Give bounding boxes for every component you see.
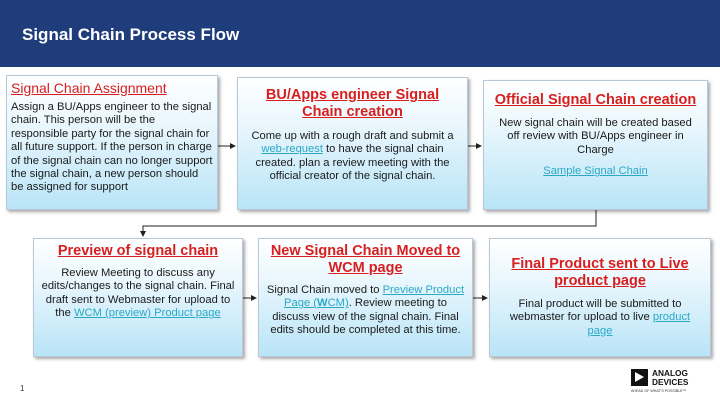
box-body: Assign a BU/Apps engineer to the signal chain. This person will be the responsible party for the signal chain for all future support. If the person in charge of the signal chain can no longer support the signal chain, a new person should be assigned for support — [11, 101, 213, 194]
body-text: . Review meeting to discuss view of the signal chain. Final edits should be completed at this time. — [270, 297, 461, 337]
box-body: New signal chain will be created based off review with BU/Apps engineer in Charge — [499, 117, 692, 156]
box-body — [244, 130, 461, 184]
box-heading: Signal Chain Assignment — [11, 80, 167, 96]
logo-triangle-icon — [631, 369, 648, 386]
link-text: CM) — [327, 297, 349, 310]
analog-devices-logo — [631, 367, 701, 397]
box-heading: New Signal Chain Moved to WCM page — [270, 243, 461, 276]
box-final-product — [489, 238, 711, 357]
web-request-link[interactable]: web-request — [261, 143, 323, 156]
wcm-preview-link[interactable]: WCM (preview) Product page — [73, 307, 221, 320]
body-text: Come up with a rough draft and submit a — [251, 130, 454, 142]
box-body — [265, 284, 466, 338]
box-wcm-page — [258, 238, 473, 357]
logo-tagline: AHEAD OF WHAT'S POSSIBLE™ — [631, 389, 687, 393]
box-preview — [33, 238, 243, 357]
box-official-creation — [483, 80, 708, 210]
box-body — [496, 298, 704, 338]
product-page-link[interactable]: product page — [587, 311, 691, 337]
box-heading: Preview of signal chain — [57, 243, 219, 259]
box-signal-chain-assignment — [6, 75, 218, 210]
slide-title: Signal Chain Process Flow — [22, 25, 240, 44]
title-bar — [0, 0, 720, 67]
logo-word-analog: ANALOG — [652, 368, 688, 378]
body-text: Signal Chain moved to — [266, 284, 383, 296]
logo-word-devices: DEVICES — [652, 376, 689, 387]
link-text: Preview Product Page ( — [284, 284, 465, 310]
body-text: Final product will be submitted to webmaster for upload to live — [509, 298, 682, 324]
page-number: 1 — [20, 384, 25, 393]
box-heading: Final Product sent to Live product page — [511, 256, 689, 289]
body-text: to have the signal chain created. plan a review meeting with the official creator of the signal chain. — [255, 143, 450, 183]
box-body — [40, 267, 236, 321]
box-heading: Official Signal Chain creation — [494, 92, 697, 108]
arrow-official-to-preview — [143, 210, 596, 236]
link-text-bold: W — [317, 297, 328, 310]
box-bu-apps-creation — [237, 77, 468, 210]
sample-signal-chain-link[interactable]: Sample Signal Chain — [543, 165, 648, 178]
box-heading: BU/Apps engineer Signal Chain creation — [265, 87, 440, 120]
body-text: Review Meeting to discuss any edits/changes to the signal chain. Final draft sent to Webmaster for upload to the — [41, 267, 235, 320]
